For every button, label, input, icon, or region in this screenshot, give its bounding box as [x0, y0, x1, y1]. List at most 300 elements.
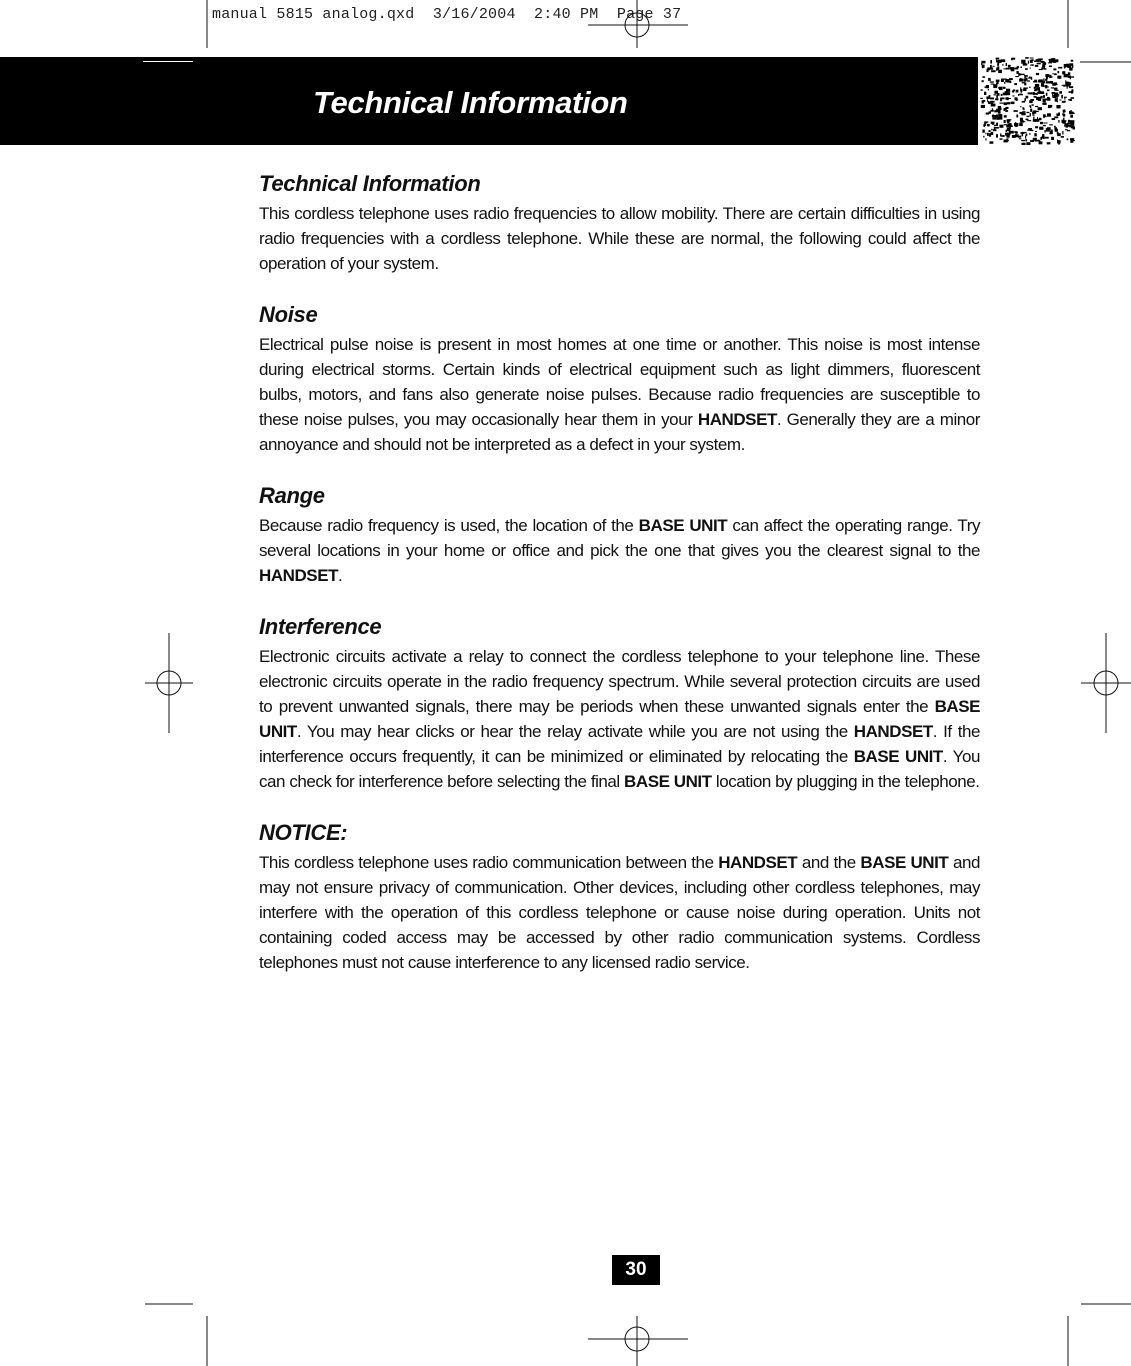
- speckle: [1063, 118, 1064, 121]
- speckle: [1043, 95, 1045, 98]
- speckle: [1025, 136, 1026, 139]
- speckle: [1005, 110, 1008, 112]
- registration-mark-right: [1081, 633, 1131, 733]
- speckle: [1001, 135, 1005, 137]
- speckle: [1043, 114, 1046, 116]
- speckle: [1052, 93, 1053, 97]
- speckle: [1052, 83, 1056, 86]
- speckle: [1062, 131, 1063, 135]
- speckle: [1032, 115, 1034, 116]
- text-run: This cordless telephone uses radio frequencies to allow mobility. There are certain difficulties in using radio frequencies with a cordless telephone. While these are normal, the following could affect the operation of your system.: [259, 204, 980, 273]
- speckle: [1009, 81, 1011, 84]
- speckle: [1006, 79, 1007, 82]
- speckle: [1064, 125, 1067, 126]
- speckle: [1069, 125, 1071, 127]
- speckle: [1025, 119, 1028, 120]
- speckle: [1034, 96, 1037, 98]
- speckle: [1000, 138, 1003, 140]
- speckle: [1063, 110, 1065, 113]
- speckle: [1051, 87, 1054, 88]
- speckle: [1057, 76, 1061, 79]
- speckle: [1019, 138, 1022, 139]
- registration-mark-left: [145, 633, 193, 733]
- speckle: [997, 60, 1001, 63]
- speckle: [985, 87, 989, 88]
- speckle: [1026, 142, 1030, 145]
- section-heading: Interference: [259, 614, 382, 639]
- speckle: [1030, 113, 1031, 116]
- speckle: [1064, 74, 1069, 76]
- speckle: [1030, 65, 1031, 66]
- speckle: [992, 122, 994, 124]
- speckle: [1027, 116, 1030, 117]
- speckle: [1035, 84, 1039, 87]
- speckle: [1026, 112, 1029, 113]
- speckle: [1004, 102, 1007, 105]
- speckle: [1054, 90, 1058, 91]
- speckle: [1069, 63, 1073, 66]
- speckle: [1016, 115, 1018, 118]
- section-body: [259, 850, 980, 975]
- speckle: [1005, 97, 1008, 100]
- speckle: [1038, 140, 1040, 141]
- speckle: [1035, 131, 1037, 132]
- speckle: [1001, 94, 1003, 96]
- speckle: [987, 133, 989, 136]
- speckle: [1057, 94, 1059, 96]
- speckle: [1045, 137, 1049, 139]
- speckle: [1029, 77, 1031, 78]
- registration-mark-bottom: [588, 1316, 688, 1366]
- speckle: [1012, 95, 1014, 96]
- speckle: [1006, 68, 1010, 70]
- speckle: [1054, 59, 1058, 62]
- speckle: [1055, 129, 1058, 132]
- speckle: [1009, 126, 1011, 129]
- speckle: [1016, 90, 1019, 93]
- speckle: [1036, 87, 1040, 90]
- speckle: [1056, 88, 1057, 90]
- speckle: [1032, 59, 1034, 61]
- speckle: [1035, 106, 1038, 107]
- speckle: [1021, 60, 1025, 62]
- speckle: [1063, 85, 1066, 87]
- header-rule: [143, 61, 193, 62]
- speckle: [1033, 138, 1034, 141]
- speckle: [1022, 133, 1024, 136]
- speckle: [990, 141, 994, 144]
- speckle: [1035, 65, 1038, 67]
- speckle: [1028, 93, 1031, 95]
- speckle: [1029, 87, 1030, 88]
- speckle: [1069, 66, 1071, 68]
- speckle: [981, 61, 985, 64]
- speckle: [991, 129, 992, 131]
- speckle: [1073, 127, 1076, 130]
- speckle: [1047, 142, 1051, 144]
- speckle: [1007, 102, 1011, 104]
- speckle: [1034, 80, 1037, 82]
- speckle: [1062, 101, 1066, 103]
- speckle: [998, 70, 1002, 73]
- speckle: [997, 66, 999, 69]
- speckle: [1043, 125, 1046, 126]
- speckle: [1046, 77, 1048, 80]
- speckle: [1058, 120, 1059, 123]
- speckle: [1045, 79, 1047, 81]
- speckle: [982, 80, 984, 82]
- speckle: [1019, 123, 1023, 126]
- speckle: [1020, 74, 1025, 75]
- speckle: [1057, 97, 1058, 100]
- speckle: [1068, 120, 1070, 123]
- speckle: [1049, 75, 1051, 78]
- speckle: [1055, 73, 1056, 75]
- speckle: [1040, 122, 1043, 124]
- speckle: [1015, 76, 1019, 77]
- speckle: [1067, 82, 1071, 85]
- speckle: [1041, 68, 1043, 70]
- speckle: [1039, 91, 1041, 93]
- speckle: [1022, 143, 1026, 145]
- speckle: [1024, 78, 1026, 81]
- speckle: [1020, 106, 1021, 107]
- speckle: [1016, 132, 1018, 134]
- speckle: [1061, 95, 1063, 99]
- text-run: . Generally they are a minor annoyance and should not be interpreted as a defect in your system.: [259, 410, 980, 454]
- speckle: [1028, 78, 1032, 79]
- speckle: [1044, 130, 1045, 133]
- speckle: [1049, 66, 1052, 68]
- speckle: [993, 85, 997, 88]
- speckle: [1007, 119, 1011, 121]
- speckle: [1038, 107, 1042, 110]
- bold-term: HANDSET: [697, 410, 777, 429]
- speckle: [1024, 88, 1028, 89]
- speckle: [1058, 67, 1062, 69]
- speckle: [1014, 110, 1018, 112]
- speckle: [1025, 139, 1027, 141]
- text-run: This cordless telephone uses radio communication between the: [259, 853, 719, 872]
- speckle: [1022, 111, 1025, 113]
- speckle: [1046, 93, 1048, 96]
- speckle: [1022, 107, 1024, 109]
- speckle: [990, 68, 994, 70]
- section-body: [259, 201, 980, 276]
- speckle: [1071, 60, 1074, 62]
- speckle: [1048, 62, 1052, 63]
- speckle: [1004, 120, 1006, 123]
- speckle: [1057, 132, 1059, 134]
- speckle: [1052, 73, 1053, 74]
- speckle: [1067, 138, 1069, 140]
- speckle: [1004, 109, 1005, 111]
- speckle: [1041, 61, 1045, 63]
- text-run: Electrical pulse noise is present in most homes at one time or another. This noise is most intense during electrical storms. Certain kinds of electrical equipment such as light dimmers, fluorescent bulbs, motors, and fans also generate noise pulses. Because radio frequencies are susceptible to these noise pulses, you may occasionally hear them in your: [259, 335, 980, 429]
- speckle: [1020, 87, 1021, 90]
- speckle: [1034, 133, 1037, 136]
- speckle: [984, 92, 986, 95]
- speckle: [1047, 113, 1051, 116]
- section-heading: NOTICE:: [259, 820, 348, 845]
- speckle: [1033, 92, 1035, 95]
- speckle: [1035, 126, 1038, 128]
- section-heading: Noise: [259, 302, 318, 327]
- speckle: [1021, 140, 1025, 141]
- speckle: [1039, 97, 1041, 99]
- speckle: [1047, 127, 1051, 130]
- speckle: [1009, 78, 1013, 80]
- speckle: [1008, 124, 1010, 125]
- speckle: [1011, 58, 1013, 61]
- speckle: [982, 130, 984, 133]
- speckle: [1065, 80, 1066, 81]
- speckle: [999, 114, 1002, 117]
- speckle: [1006, 130, 1007, 132]
- bold-term: BASE UNIT: [259, 697, 980, 741]
- speckle: [1005, 133, 1009, 136]
- speckle: [1058, 71, 1060, 73]
- speckle: [1043, 92, 1044, 93]
- speckle: [999, 125, 1003, 128]
- speckle: [992, 108, 993, 111]
- speckle: [1052, 118, 1056, 120]
- speckle: [986, 122, 988, 124]
- speckle: [994, 94, 997, 95]
- speckle: [1049, 124, 1053, 125]
- speckle: [1070, 115, 1073, 118]
- speckle: [1018, 94, 1019, 96]
- text-run: . You may hear clicks or hear the relay activate while you are not using the: [296, 722, 854, 741]
- speckle: [1063, 114, 1066, 117]
- speckle: [1012, 90, 1014, 92]
- speckle: [1044, 123, 1048, 124]
- speckle: [1010, 131, 1014, 134]
- speckle: [1053, 97, 1057, 98]
- speckle: [1062, 85, 1063, 86]
- speckle: [1036, 73, 1039, 75]
- speckle: [1048, 59, 1050, 60]
- speckle: [1020, 118, 1023, 121]
- speckle: [1065, 129, 1068, 130]
- speckle: [1067, 124, 1068, 127]
- speckle: [1029, 105, 1031, 107]
- speckle: [1064, 67, 1066, 68]
- header-title: Technical Information: [313, 85, 628, 120]
- speckle: [1022, 132, 1026, 133]
- page-number: 30: [612, 1255, 660, 1285]
- section-technical-information: [259, 170, 980, 276]
- text-run: Because radio frequency is used, the location of the: [259, 516, 639, 535]
- speckle: [1042, 66, 1044, 67]
- bold-term: HANDSET: [853, 722, 933, 741]
- bold-term: BASE UNIT: [853, 747, 943, 766]
- speckle: [1071, 122, 1075, 125]
- speckle: [1044, 103, 1046, 105]
- speckle: [996, 123, 998, 125]
- speckle: [1061, 136, 1064, 138]
- speckle: [1032, 112, 1034, 115]
- speckle: [1014, 131, 1015, 133]
- speckle: [991, 84, 995, 85]
- speckle: [1043, 78, 1044, 81]
- speckle: [981, 105, 985, 108]
- speckle: [1004, 82, 1005, 84]
- text-run: . If the interference occurs frequently, it can be minimized or eliminated by relocating the: [259, 722, 980, 766]
- speckle: [1029, 133, 1031, 134]
- speckle: [1057, 101, 1058, 102]
- speckle: [1026, 134, 1028, 137]
- speckle: [1006, 140, 1009, 141]
- speckle: [1046, 86, 1047, 87]
- speckle: [1023, 63, 1026, 66]
- registration-mark-top: [588, 0, 688, 48]
- speckle: [1054, 116, 1058, 118]
- speckle: [1017, 125, 1019, 126]
- speckle: [982, 100, 984, 103]
- speckle: [1008, 65, 1011, 67]
- speckle: [1069, 111, 1070, 114]
- speckle: [1035, 119, 1039, 122]
- section-body: [259, 513, 980, 588]
- print-slug: manual 5815 analog.qxd 3/16/2004 2:40 PM Page 37: [212, 6, 682, 23]
- speckle: [989, 130, 991, 132]
- speckle: [1046, 81, 1050, 83]
- speckle: [996, 59, 997, 62]
- speckle: [1038, 59, 1042, 62]
- speckle: [1070, 77, 1071, 79]
- speckle: [1027, 129, 1031, 130]
- speckle: [1048, 87, 1049, 88]
- speckle: [985, 138, 986, 140]
- speckle: [1050, 82, 1052, 83]
- speckle: [1004, 115, 1007, 117]
- speckle: [984, 125, 986, 126]
- speckle: [1059, 91, 1062, 94]
- speckle: [1000, 103, 1004, 104]
- speckle: [1015, 122, 1016, 124]
- speckle: [1039, 127, 1043, 129]
- speckle: [1059, 100, 1061, 101]
- section-body: [259, 332, 980, 457]
- speckle: [997, 64, 999, 66]
- speckle: [982, 76, 985, 78]
- speckle: [1014, 68, 1018, 70]
- speckle: [1031, 64, 1033, 66]
- speckle: [1011, 69, 1015, 72]
- section-range: [259, 482, 980, 588]
- speckle: [1030, 99, 1034, 101]
- speckle: [989, 111, 991, 113]
- speckle: [1071, 76, 1074, 77]
- speckle: [1043, 99, 1048, 101]
- speckle: [999, 87, 1003, 90]
- speckle: [996, 134, 998, 137]
- speckle: [990, 60, 992, 63]
- speckle: [1026, 96, 1029, 99]
- speckle: [1040, 96, 1042, 99]
- section-heading: Range: [259, 483, 325, 508]
- speckle: [1065, 111, 1066, 113]
- text-run: and the: [797, 853, 861, 872]
- speckle: [1035, 93, 1038, 95]
- speckle: [983, 136, 984, 138]
- speckle: [991, 70, 996, 72]
- speckle: [1036, 59, 1038, 61]
- speckle: [1014, 83, 1017, 85]
- speckle: [1024, 82, 1026, 85]
- speckle: [990, 98, 994, 100]
- bold-term: BASE UNIT: [624, 772, 712, 791]
- speckle: [1054, 126, 1056, 128]
- speckle: [987, 99, 988, 102]
- section-noise: [259, 301, 980, 457]
- speckle: [1011, 102, 1015, 105]
- speckle: [1015, 99, 1018, 100]
- speckle: [1039, 79, 1043, 82]
- speckle: [1040, 137, 1042, 140]
- speckle: [1015, 134, 1019, 137]
- speckle: [1056, 113, 1059, 116]
- speckle: [988, 78, 991, 81]
- speckle: [1070, 110, 1072, 113]
- speckle: [990, 81, 994, 82]
- section-body: [259, 644, 980, 794]
- speckle: [1037, 63, 1041, 65]
- speckle: [993, 115, 994, 118]
- speckle: [1005, 91, 1008, 95]
- decorative-pattern-icon: [980, 57, 1075, 145]
- speckle: [990, 101, 995, 103]
- speckle: [1047, 97, 1050, 100]
- speckle: [1006, 138, 1008, 139]
- speckle: [996, 80, 997, 83]
- speckle: [991, 132, 994, 135]
- text-run: Electronic circuits activate a relay to connect the cordless telephone to your telephone line. These electronic circuits operate in the radio frequency spectrum. While several protection circuits are used to prevent unwanted signals, there may be periods when these unwanted signals enter the: [259, 647, 980, 716]
- speckle: [1022, 121, 1025, 122]
- speckle: [993, 66, 995, 67]
- section-notice: [259, 819, 980, 975]
- speckle: [1025, 57, 1029, 59]
- speckle: [1047, 90, 1050, 92]
- speckle: [981, 89, 983, 90]
- speckle: [1006, 63, 1008, 66]
- speckle: [994, 127, 999, 129]
- section-heading: Technical Information: [259, 171, 481, 196]
- speckle: [1020, 67, 1022, 68]
- speckle: [982, 65, 985, 68]
- speckle: [1050, 131, 1053, 135]
- speckle: [1064, 97, 1067, 98]
- speckle: [993, 129, 997, 131]
- speckle: [1048, 107, 1052, 109]
- speckle: [1000, 133, 1001, 136]
- bold-term: BASE UNIT: [860, 853, 949, 872]
- text-run: location by plugging in the telephone.: [711, 772, 980, 791]
- speckle: [1024, 98, 1026, 101]
- main-content: [259, 170, 980, 1000]
- speckle: [1064, 64, 1067, 67]
- speckle: [1027, 120, 1031, 121]
- speckle: [1068, 99, 1070, 100]
- speckle: [994, 91, 998, 94]
- speckle: [1053, 68, 1056, 70]
- text-run: .: [338, 566, 343, 585]
- speckle: [1008, 98, 1011, 99]
- speckle: [985, 133, 986, 135]
- speckle: [994, 125, 998, 126]
- speckle: [1028, 61, 1029, 64]
